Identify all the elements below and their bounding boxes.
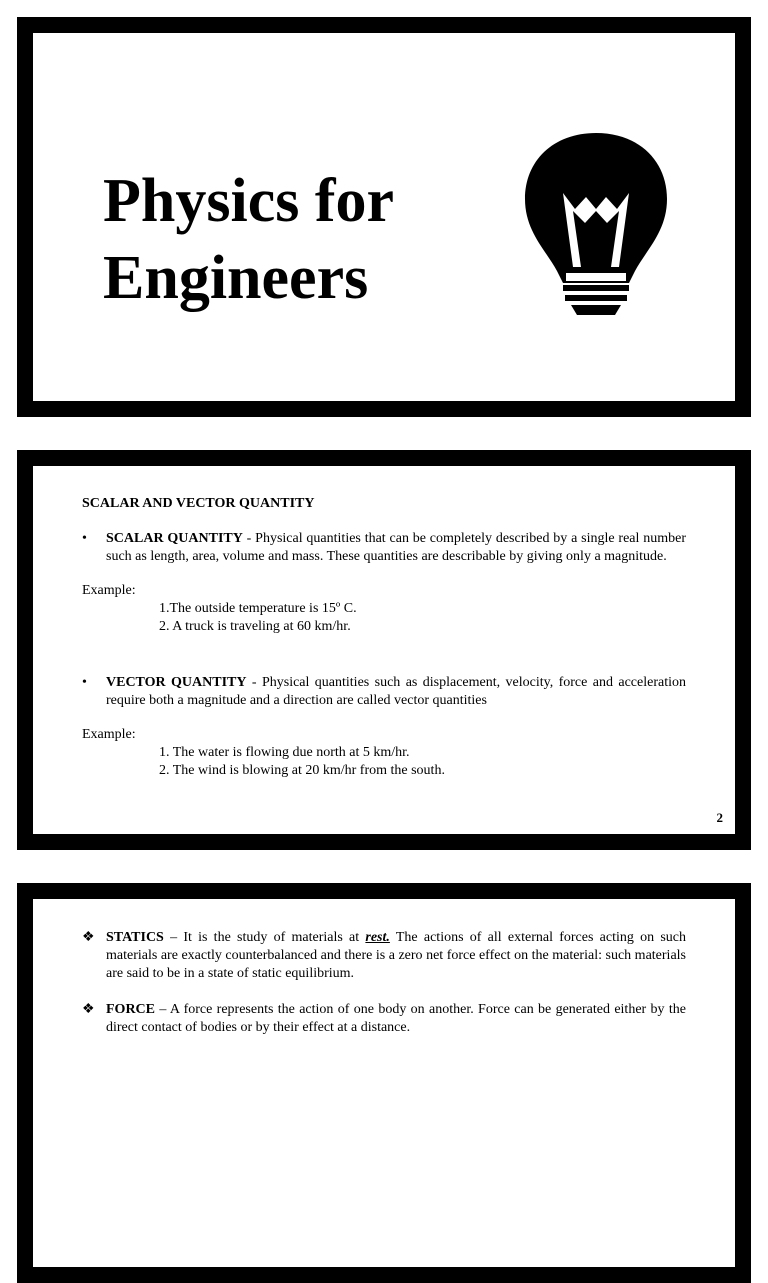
vector-section xyxy=(82,674,686,780)
example-item: 2. The wind is blowing at 20 km/hr from the south. xyxy=(159,763,445,778)
force-term: FORCE xyxy=(106,1002,155,1017)
force-section xyxy=(82,1001,686,1037)
example-label: Example: xyxy=(82,727,136,742)
statics-term: STATICS xyxy=(106,930,164,945)
diamond-bullet-icon: ❖ xyxy=(82,1002,95,1017)
scalar-definition: - Physical quantities that can be completely described by a single real number such as length, area, volume and mass. These quantities are describable by giving only a magnitude. xyxy=(106,531,686,564)
force-definition: – A force represents the action of one body on another. Force can be generated either by the direct contact of bodies or by their effect at a distance. xyxy=(106,1002,686,1035)
lightbulb-icon xyxy=(523,131,669,316)
title-slide xyxy=(17,17,751,417)
title-line-1: Physics for xyxy=(103,167,395,235)
scalar-section xyxy=(82,530,686,636)
title-line-2: Engineers xyxy=(103,244,369,312)
statics-text-after: The actions of all external forces acting on such materials are exactly counterbalanced and there is a zero net force effect on the material: such materials are said to be in a state of static equilibrium. xyxy=(106,930,686,981)
example-item: 2. A truck is traveling at 60 km/hr. xyxy=(159,619,351,634)
scalar-term: SCALAR QUANTITY xyxy=(106,531,243,546)
statics-slide xyxy=(17,883,751,1283)
statics-bullet xyxy=(82,929,686,983)
scalar-bullet xyxy=(82,530,686,566)
bullet-mark: • xyxy=(82,675,87,690)
statics-section xyxy=(82,929,686,983)
vector-bullet xyxy=(82,674,686,710)
vector-term: VECTOR QUANTITY xyxy=(106,675,247,690)
example-item: 1. The water is flowing due north at 5 km/hr. xyxy=(159,745,410,760)
diamond-bullet-icon: ❖ xyxy=(82,930,95,945)
force-bullet xyxy=(82,1001,686,1037)
example-list xyxy=(82,600,686,636)
rest-emphasis: rest. xyxy=(365,930,390,945)
slide-title xyxy=(103,163,394,317)
page-number: 2 xyxy=(716,810,723,825)
statics-text-before: – It is the study of materials at xyxy=(163,930,366,945)
vector-definition: - Physical quantities such as displacement, velocity, force and acceleration require both a magnitude and a direction are called vector quantities xyxy=(106,675,686,708)
example-list xyxy=(82,744,686,780)
bullet-mark: • xyxy=(82,531,87,546)
slide-heading: SCALAR AND VECTOR QUANTITY xyxy=(82,496,315,511)
example-item: 1.The outside temperature is 15º C. xyxy=(159,601,357,616)
scalar-vector-slide xyxy=(17,450,751,850)
example-label: Example: xyxy=(82,583,136,598)
